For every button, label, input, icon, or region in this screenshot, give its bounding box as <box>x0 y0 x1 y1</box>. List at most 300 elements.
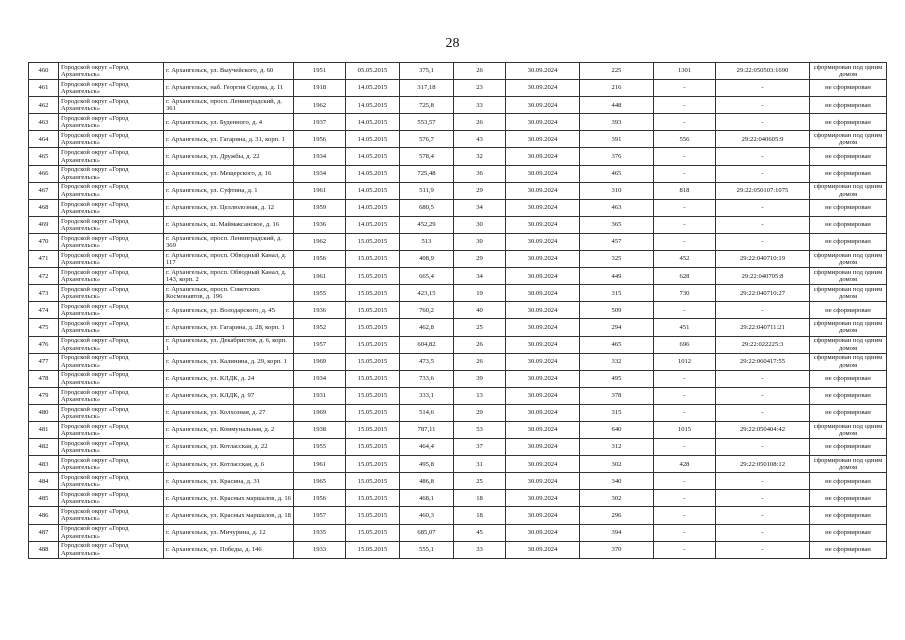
cost-cell: 465 <box>580 165 654 182</box>
residents-cell: 37 <box>454 439 506 456</box>
residents-cell: 26 <box>454 114 506 131</box>
residents-cell: 36 <box>454 165 506 182</box>
cost-cell: 393 <box>580 114 654 131</box>
cadastral-number-cell: 29:22:040605:9 <box>716 131 810 148</box>
residents-cell: 39 <box>454 370 506 387</box>
year-built-cell: 1956 <box>294 131 346 148</box>
row-number-cell: 467 <box>29 182 59 199</box>
area-cell: 680,5 <box>400 199 454 216</box>
deadline-cell: 30.09.2024 <box>506 268 580 285</box>
area-cell: 604,82 <box>400 336 454 353</box>
land-area-cell: - <box>654 370 716 387</box>
municipality-cell: Городской округ «Город Архангельск» <box>59 336 164 353</box>
table-body <box>29 63 887 559</box>
cadastral-number-cell: - <box>716 216 810 233</box>
cost-cell: 370 <box>580 541 654 558</box>
area-cell: 495,8 <box>400 456 454 473</box>
deadline-cell: 30.09.2024 <box>506 370 580 387</box>
deadline-cell: 30.09.2024 <box>506 421 580 438</box>
year-built-cell: 1959 <box>294 199 346 216</box>
municipality-cell: Городской округ «Город Архангельск» <box>59 456 164 473</box>
cadastral-number-cell: - <box>716 302 810 319</box>
land-area-cell: - <box>654 302 716 319</box>
cadastral-number-cell: - <box>716 507 810 524</box>
residents-cell: 34 <box>454 268 506 285</box>
date-cell: 15.05.2015 <box>346 507 400 524</box>
table-row <box>29 268 887 285</box>
municipality-cell: Городской округ «Город Архангельск» <box>59 251 164 268</box>
land-area-cell: - <box>654 165 716 182</box>
municipality-cell: Городской округ «Город Архангельск» <box>59 97 164 114</box>
deadline-cell: 30.09.2024 <box>506 182 580 199</box>
row-number-cell: 468 <box>29 199 59 216</box>
area-cell: 553,57 <box>400 114 454 131</box>
deadline-cell: 30.09.2024 <box>506 456 580 473</box>
year-built-cell: 1935 <box>294 524 346 541</box>
cost-cell: 315 <box>580 285 654 302</box>
land-status-cell: не сформирован <box>810 490 887 507</box>
year-built-cell: 1934 <box>294 370 346 387</box>
row-number-cell: 466 <box>29 165 59 182</box>
table-row <box>29 370 887 387</box>
year-built-cell: 1957 <box>294 336 346 353</box>
cadastral-number-cell: - <box>716 114 810 131</box>
row-number-cell: 481 <box>29 421 59 438</box>
date-cell: 14.05.2015 <box>346 199 400 216</box>
residents-cell: 19 <box>454 285 506 302</box>
page-number: 28 <box>445 36 460 51</box>
land-status-cell: не сформирован <box>810 524 887 541</box>
residents-cell: 29 <box>454 182 506 199</box>
deadline-cell: 30.09.2024 <box>506 165 580 182</box>
date-cell: 15.05.2015 <box>346 268 400 285</box>
residents-cell: 18 <box>454 490 506 507</box>
area-cell: 725,48 <box>400 165 454 182</box>
year-built-cell: 1933 <box>294 541 346 558</box>
table-row <box>29 233 887 250</box>
land-area-cell: 428 <box>654 456 716 473</box>
address-cell: г. Архангельск, ул. Красных маршалов, д. 18 <box>164 507 294 524</box>
address-cell: г. Архангельск, ул. Красных маршалов, д. 16 <box>164 490 294 507</box>
municipality-cell: Городской округ «Город Архангельск» <box>59 319 164 336</box>
municipality-cell: Городской округ «Город Архангельск» <box>59 268 164 285</box>
cadastral-number-cell: - <box>716 439 810 456</box>
row-number-cell: 461 <box>29 80 59 97</box>
date-cell: 15.05.2015 <box>346 336 400 353</box>
cadastral-number-cell: 29:22:040710:19 <box>716 251 810 268</box>
area-cell: 464,4 <box>400 439 454 456</box>
land-status-cell: сформирован под одним домом <box>810 268 887 285</box>
deadline-cell: 30.09.2024 <box>506 131 580 148</box>
address-cell: г. Архангельск, ул. Коммунальная, д. 2 <box>164 421 294 438</box>
year-built-cell: 1961 <box>294 182 346 199</box>
residents-cell: 33 <box>454 541 506 558</box>
area-cell: 486,8 <box>400 473 454 490</box>
land-area-cell: - <box>654 541 716 558</box>
municipality-cell: Городской округ «Город Архангельск» <box>59 387 164 404</box>
land-status-cell: не сформирован <box>810 165 887 182</box>
land-area-cell: - <box>654 404 716 421</box>
deadline-cell: 30.09.2024 <box>506 541 580 558</box>
residents-cell: 25 <box>454 473 506 490</box>
land-status-cell: не сформирован <box>810 370 887 387</box>
address-cell: г. Архангельск, просп. Обводный Канал, д. 117 <box>164 251 294 268</box>
cost-cell: 495 <box>580 370 654 387</box>
row-number-cell: 484 <box>29 473 59 490</box>
cadastral-number-cell: 29:22:040710:27 <box>716 285 810 302</box>
municipality-cell: Городской округ «Город Архангельск» <box>59 114 164 131</box>
land-status-cell: не сформирован <box>810 97 887 114</box>
housing-registry-table <box>28 62 887 559</box>
cadastral-number-cell: - <box>716 199 810 216</box>
date-cell: 15.05.2015 <box>346 439 400 456</box>
address-cell: г. Архангельск, ул. КЛДК, д. 97 <box>164 387 294 404</box>
deadline-cell: 30.09.2024 <box>506 336 580 353</box>
table-row <box>29 165 887 182</box>
row-number-cell: 488 <box>29 541 59 558</box>
land-area-cell: - <box>654 524 716 541</box>
deadline-cell: 30.09.2024 <box>506 473 580 490</box>
table-row <box>29 182 887 199</box>
cadastral-number-cell: - <box>716 233 810 250</box>
year-built-cell: 1956 <box>294 251 346 268</box>
cadastral-number-cell: 29:22:050404:42 <box>716 421 810 438</box>
land-area-cell: - <box>654 80 716 97</box>
row-number-cell: 478 <box>29 370 59 387</box>
municipality-cell: Городской округ «Город Архангельск» <box>59 302 164 319</box>
deadline-cell: 30.09.2024 <box>506 216 580 233</box>
area-cell: 408,9 <box>400 251 454 268</box>
address-cell: г. Архангельск, просп. Обводный Канал, д. 143, корп. 2 <box>164 268 294 285</box>
address-cell: г. Архангельск, просп. Ленинградский, д. 369 <box>164 233 294 250</box>
address-cell: г. Архангельск, ул. Володарского, д. 45 <box>164 302 294 319</box>
land-area-cell: - <box>654 387 716 404</box>
land-status-cell: не сформирован <box>810 216 887 233</box>
row-number-cell: 460 <box>29 63 59 80</box>
address-cell: г. Архангельск, ул. Красина, д. 31 <box>164 473 294 490</box>
date-cell: 14.05.2015 <box>346 148 400 165</box>
table-row <box>29 387 887 404</box>
date-cell: 15.05.2015 <box>346 387 400 404</box>
address-cell: г. Архангельск, ул. Буденного, д. 4 <box>164 114 294 131</box>
municipality-cell: Городской округ «Город Архангельск» <box>59 353 164 370</box>
land-status-cell: не сформирован <box>810 439 887 456</box>
area-cell: 317,18 <box>400 80 454 97</box>
land-status-cell: не сформирован <box>810 541 887 558</box>
year-built-cell: 1951 <box>294 63 346 80</box>
address-cell: г. Архангельск, ул. Выучейского, д. 60 <box>164 63 294 80</box>
date-cell: 15.05.2015 <box>346 285 400 302</box>
row-number-cell: 474 <box>29 302 59 319</box>
row-number-cell: 486 <box>29 507 59 524</box>
date-cell: 15.05.2015 <box>346 490 400 507</box>
date-cell: 15.05.2015 <box>346 319 400 336</box>
cost-cell: 449 <box>580 268 654 285</box>
year-built-cell: 1956 <box>294 490 346 507</box>
municipality-cell: Городской округ «Город Архангельск» <box>59 63 164 80</box>
land-status-cell: не сформирован <box>810 507 887 524</box>
row-number-cell: 480 <box>29 404 59 421</box>
table-row <box>29 216 887 233</box>
land-status-cell: сформирован под одним домом <box>810 336 887 353</box>
deadline-cell: 30.09.2024 <box>506 404 580 421</box>
date-cell: 15.05.2015 <box>346 233 400 250</box>
year-built-cell: 1937 <box>294 114 346 131</box>
address-cell: г. Архангельск, ул. Суфтина, д. 1 <box>164 182 294 199</box>
cost-cell: 216 <box>580 80 654 97</box>
address-cell: г. Архангельск, ул. Колхозная, д. 27 <box>164 404 294 421</box>
area-cell: 665,4 <box>400 268 454 285</box>
area-cell: 511,9 <box>400 182 454 199</box>
area-cell: 733,6 <box>400 370 454 387</box>
cadastral-number-cell: - <box>716 404 810 421</box>
table-row <box>29 421 887 438</box>
row-number-cell: 471 <box>29 251 59 268</box>
date-cell: 15.05.2015 <box>346 541 400 558</box>
cadastral-number-cell: - <box>716 148 810 165</box>
land-area-cell: - <box>654 199 716 216</box>
residents-cell: 25 <box>454 319 506 336</box>
cost-cell: 315 <box>580 404 654 421</box>
municipality-cell: Городской округ «Город Архангельск» <box>59 182 164 199</box>
year-built-cell: 1934 <box>294 148 346 165</box>
land-area-cell: - <box>654 490 716 507</box>
address-cell: г. Архангельск, ул. Котласская, д. 22 <box>164 439 294 456</box>
row-number-cell: 470 <box>29 233 59 250</box>
municipality-cell: Городской округ «Город Архангельск» <box>59 421 164 438</box>
land-area-cell: 628 <box>654 268 716 285</box>
date-cell: 15.05.2015 <box>346 473 400 490</box>
land-area-cell: 696 <box>654 336 716 353</box>
date-cell: 14.05.2015 <box>346 114 400 131</box>
address-cell: г. Архангельск, ш. Маймаксанское, д. 16 <box>164 216 294 233</box>
cadastral-number-cell: 29:22:040705:8 <box>716 268 810 285</box>
deadline-cell: 30.09.2024 <box>506 148 580 165</box>
residents-cell: 30 <box>454 216 506 233</box>
municipality-cell: Городской округ «Город Архангельск» <box>59 148 164 165</box>
date-cell: 05.05.2015 <box>346 63 400 80</box>
land-status-cell: сформирован под одним домом <box>810 251 887 268</box>
cadastral-number-cell: - <box>716 524 810 541</box>
deadline-cell: 30.09.2024 <box>506 490 580 507</box>
land-area-cell: - <box>654 114 716 131</box>
cost-cell: 332 <box>580 353 654 370</box>
table-row <box>29 541 887 558</box>
year-built-cell: 1961 <box>294 268 346 285</box>
cadastral-number-cell: - <box>716 387 810 404</box>
deadline-cell: 30.09.2024 <box>506 285 580 302</box>
residents-cell: 29 <box>454 404 506 421</box>
deadline-cell: 30.09.2024 <box>506 251 580 268</box>
area-cell: 725,8 <box>400 97 454 114</box>
date-cell: 14.05.2015 <box>346 165 400 182</box>
date-cell: 14.05.2015 <box>346 131 400 148</box>
table-row <box>29 285 887 302</box>
municipality-cell: Городской округ «Город Архангельск» <box>59 199 164 216</box>
land-area-cell: 452 <box>654 251 716 268</box>
municipality-cell: Городской округ «Город Архангельск» <box>59 439 164 456</box>
residents-cell: 26 <box>454 336 506 353</box>
table-row <box>29 319 887 336</box>
address-cell: г. Архангельск, ул. Мещерского, д. 16 <box>164 165 294 182</box>
address-cell: г. Архангельск, ул. Декабристов, д. 6, корп. 1 <box>164 336 294 353</box>
year-built-cell: 1961 <box>294 456 346 473</box>
cadastral-number-cell: - <box>716 97 810 114</box>
year-built-cell: 1931 <box>294 387 346 404</box>
row-number-cell: 483 <box>29 456 59 473</box>
year-built-cell: 1938 <box>294 421 346 438</box>
address-cell: г. Архангельск, просп. Ленинградский, д. 361 <box>164 97 294 114</box>
land-status-cell: сформирован под одним домом <box>810 285 887 302</box>
table-row <box>29 336 887 353</box>
land-area-cell: - <box>654 439 716 456</box>
address-cell: г. Архангельск, ул. КЛДК, д. 24 <box>164 370 294 387</box>
residents-cell: 18 <box>454 507 506 524</box>
date-cell: 14.05.2015 <box>346 216 400 233</box>
address-cell: г. Архангельск, просп. Советских Космонавтов, д. 196 <box>164 285 294 302</box>
table-row <box>29 302 887 319</box>
row-number-cell: 479 <box>29 387 59 404</box>
cadastral-number-cell: - <box>716 541 810 558</box>
cadastral-number-cell: - <box>716 473 810 490</box>
land-status-cell: сформирован под одним домом <box>810 182 887 199</box>
deadline-cell: 30.09.2024 <box>506 114 580 131</box>
cadastral-number-cell: - <box>716 80 810 97</box>
year-built-cell: 1934 <box>294 165 346 182</box>
row-number-cell: 485 <box>29 490 59 507</box>
date-cell: 14.05.2015 <box>346 182 400 199</box>
deadline-cell: 30.09.2024 <box>506 319 580 336</box>
table-row <box>29 199 887 216</box>
municipality-cell: Городской округ «Город Архангельск» <box>59 285 164 302</box>
table-row <box>29 490 887 507</box>
area-cell: 473,5 <box>400 353 454 370</box>
row-number-cell: 463 <box>29 114 59 131</box>
deadline-cell: 30.09.2024 <box>506 387 580 404</box>
cost-cell: 294 <box>580 319 654 336</box>
deadline-cell: 30.09.2024 <box>506 80 580 97</box>
cadastral-number-cell: 29:22:050108:12 <box>716 456 810 473</box>
date-cell: 15.05.2015 <box>346 251 400 268</box>
cost-cell: 340 <box>580 473 654 490</box>
row-number-cell: 477 <box>29 353 59 370</box>
land-status-cell: не сформирован <box>810 302 887 319</box>
year-built-cell: 1952 <box>294 319 346 336</box>
area-cell: 787,11 <box>400 421 454 438</box>
cost-cell: 391 <box>580 131 654 148</box>
cadastral-number-cell: - <box>716 490 810 507</box>
cadastral-number-cell: - <box>716 165 810 182</box>
residents-cell: 13 <box>454 387 506 404</box>
land-area-cell: - <box>654 97 716 114</box>
land-status-cell: сформирован под одним домом <box>810 63 887 80</box>
municipality-cell: Городской округ «Город Архангельск» <box>59 490 164 507</box>
row-number-cell: 482 <box>29 439 59 456</box>
municipality-cell: Городской округ «Город Архангельск» <box>59 216 164 233</box>
area-cell: 513 <box>400 233 454 250</box>
municipality-cell: Городской округ «Город Архангельск» <box>59 370 164 387</box>
row-number-cell: 472 <box>29 268 59 285</box>
land-area-cell: - <box>654 507 716 524</box>
row-number-cell: 487 <box>29 524 59 541</box>
land-status-cell: не сформирован <box>810 404 887 421</box>
cost-cell: 463 <box>580 199 654 216</box>
residents-cell: 26 <box>454 63 506 80</box>
cadastral-number-cell: 29:22:050503:1690 <box>716 63 810 80</box>
cost-cell: 640 <box>580 421 654 438</box>
address-cell: г. Архангельск, наб. Георгия Седова, д. 11 <box>164 80 294 97</box>
address-cell: г. Архангельск, ул. Гагарина, д. 31, корп. 1 <box>164 131 294 148</box>
municipality-cell: Городской округ «Город Архангельск» <box>59 131 164 148</box>
year-built-cell: 1965 <box>294 473 346 490</box>
land-area-cell: 818 <box>654 182 716 199</box>
cadastral-number-cell: 29:22:040711:21 <box>716 319 810 336</box>
land-area-cell: - <box>654 233 716 250</box>
area-cell: 462,8 <box>400 319 454 336</box>
table-row <box>29 97 887 114</box>
municipality-cell: Городской округ «Город Архангельск» <box>59 507 164 524</box>
table-row <box>29 353 887 370</box>
area-cell: 576,7 <box>400 131 454 148</box>
table-row <box>29 473 887 490</box>
land-status-cell: не сформирован <box>810 114 887 131</box>
cost-cell: 394 <box>580 524 654 541</box>
deadline-cell: 30.09.2024 <box>506 353 580 370</box>
address-cell: г. Архангельск, ул. Калинина, д. 29, корп. 1 <box>164 353 294 370</box>
cost-cell: 225 <box>580 63 654 80</box>
area-cell: 375,1 <box>400 63 454 80</box>
address-cell: г. Архангельск, ул. Дружбы, д. 22 <box>164 148 294 165</box>
table-row <box>29 114 887 131</box>
land-area-cell: - <box>654 473 716 490</box>
land-area-cell: 556 <box>654 131 716 148</box>
year-built-cell: 1962 <box>294 97 346 114</box>
residents-cell: 30 <box>454 233 506 250</box>
table-row <box>29 63 887 80</box>
land-area-cell: - <box>654 216 716 233</box>
row-number-cell: 473 <box>29 285 59 302</box>
residents-cell: 43 <box>454 131 506 148</box>
date-cell: 15.05.2015 <box>346 421 400 438</box>
land-area-cell: 1012 <box>654 353 716 370</box>
residents-cell: 31 <box>454 456 506 473</box>
cost-cell: 302 <box>580 456 654 473</box>
land-status-cell: не сформирован <box>810 473 887 490</box>
deadline-cell: 30.09.2024 <box>506 524 580 541</box>
deadline-cell: 30.09.2024 <box>506 302 580 319</box>
residents-cell: 29 <box>454 251 506 268</box>
date-cell: 15.05.2015 <box>346 524 400 541</box>
cost-cell: 448 <box>580 97 654 114</box>
land-area-cell: - <box>654 148 716 165</box>
municipality-cell: Городской округ «Город Архангельск» <box>59 233 164 250</box>
cost-cell: 376 <box>580 148 654 165</box>
table-row <box>29 148 887 165</box>
area-cell: 460,3 <box>400 507 454 524</box>
land-area-cell: 730 <box>654 285 716 302</box>
year-built-cell: 1957 <box>294 507 346 524</box>
row-number-cell: 476 <box>29 336 59 353</box>
date-cell: 14.05.2015 <box>346 97 400 114</box>
municipality-cell: Городской округ «Город Архангельск» <box>59 541 164 558</box>
land-status-cell: сформирован под одним домом <box>810 421 887 438</box>
date-cell: 15.05.2015 <box>346 302 400 319</box>
cadastral-number-cell: - <box>716 370 810 387</box>
area-cell: 423,15 <box>400 285 454 302</box>
cost-cell: 457 <box>580 233 654 250</box>
table-row <box>29 507 887 524</box>
cost-cell: 378 <box>580 387 654 404</box>
